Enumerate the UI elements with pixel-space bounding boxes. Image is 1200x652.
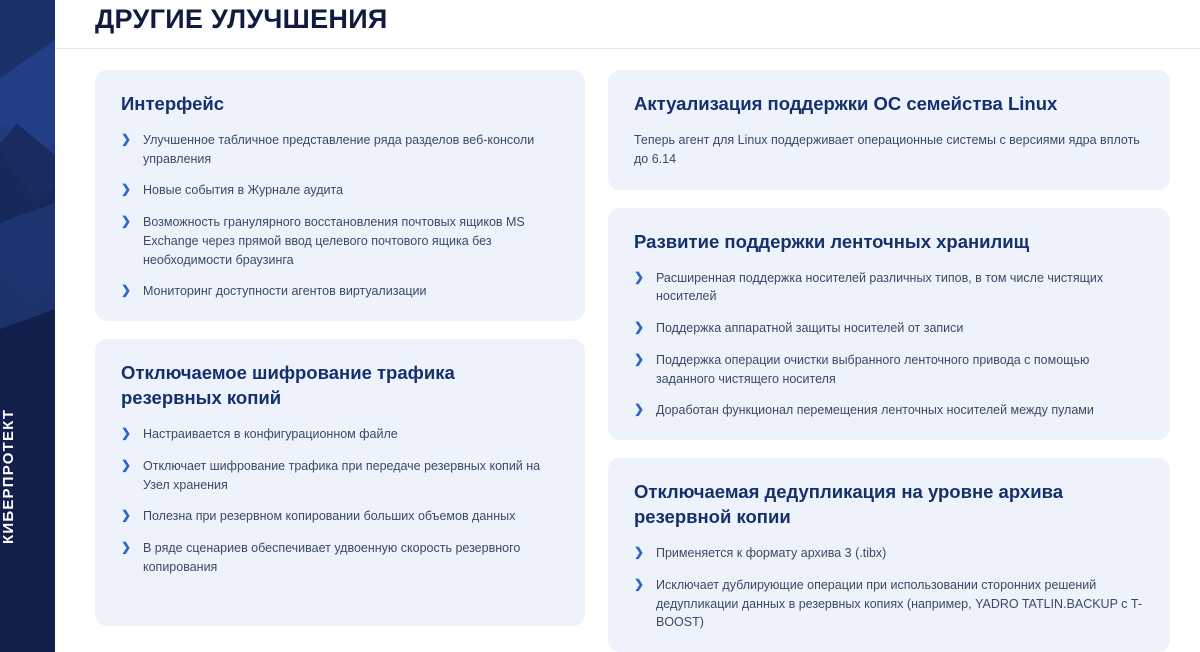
list-item-text: Исключает дублирующие операции при использовании сторонних решений дедупликации данных в резервных копиях (например, YADRO TATLIN.BACKUP с T-BOOST): [656, 577, 1142, 630]
list-item: [634, 319, 1144, 338]
list-item-text: Новые события в Журнале аудита: [143, 183, 344, 198]
chevron-right-icon: ❯: [634, 576, 645, 591]
list-item-text: Возможность гранулярного восстановления почтовых ящиков MS Exchange через прямой ввод целевого почтового ящика без необходимости браузинга: [143, 215, 525, 267]
list-item: [121, 457, 559, 495]
list-item: [121, 425, 559, 444]
right-column: [608, 70, 1170, 652]
left-decorative-band: [0, 0, 55, 652]
card-dedup-list: [634, 544, 1144, 632]
chevron-right-icon: ❯: [121, 214, 132, 229]
card-interface-title: Интерфейс: [121, 93, 225, 114]
list-item: [634, 401, 1144, 420]
slide-header: [55, 0, 1200, 49]
list-item: [634, 576, 1144, 632]
chevron-right-icon: ❯: [634, 269, 645, 284]
chevron-right-icon: ❯: [634, 402, 645, 417]
card-encryption-title: Отключаемое шифрование трафика резервных копий: [121, 362, 455, 409]
page-title: ДРУГИЕ УЛУЧШЕНИЯ: [95, 4, 388, 34]
card-dedup: [608, 458, 1170, 652]
list-item: [634, 269, 1144, 307]
list-item-text: Мониторинг доступности агентов виртуализации: [143, 284, 427, 299]
chevron-right-icon: ❯: [634, 351, 645, 366]
chevron-right-icon: ❯: [121, 283, 132, 298]
chevron-right-icon: ❯: [634, 320, 645, 335]
list-item: [634, 544, 1144, 563]
chevron-right-icon: ❯: [634, 545, 645, 560]
card-interface-list: [121, 131, 559, 301]
list-item-text: Улучшенное табличное представление ряда разделов веб-консоли управления: [143, 132, 535, 166]
chevron-right-icon: ❯: [121, 457, 132, 472]
card-interface: [95, 70, 585, 321]
card-linux-text: Теперь агент для Linux поддерживает операционные системы с версиями ядра вплоть до 6.14: [634, 132, 1140, 167]
list-item-text: Отключает шифрование трафика при передаче резервных копий на Узел хранения: [143, 458, 541, 492]
chevron-right-icon: ❯: [121, 508, 132, 523]
left-column: [95, 70, 585, 652]
chevron-right-icon: ❯: [121, 182, 132, 197]
chevron-right-icon: ❯: [121, 540, 132, 555]
card-encryption: [95, 339, 585, 626]
list-item-text: Применяется к формату архива 3 (.tibx): [656, 546, 887, 561]
brand-name: КИБЕРПРОТЕКТ: [0, 408, 17, 544]
list-item-text: Настраивается в конфигурационном файле: [143, 427, 398, 442]
card-encryption-list: [121, 425, 559, 577]
list-item-text: В ряде сценариев обеспечивает удвоенную скорость резервного копирования: [143, 541, 521, 574]
list-item-text: Поддержка операции очистки выбранного ленточного привода с помощью заданного чистящего носителя: [656, 352, 1090, 386]
list-item-text: Доработан функционал перемещения ленточных носителей между пулами: [656, 403, 1094, 418]
card-dedup-title: Отключаемая дедупликация на уровне архива резервной копии: [634, 481, 1063, 528]
card-tape-title: Развитие поддержки ленточных хранилищ: [634, 230, 1030, 252]
list-item: [121, 131, 559, 169]
chevron-right-icon: ❯: [121, 426, 132, 441]
list-item-text: Поддержка аппаратной защиты носителей от записи: [656, 321, 964, 336]
content-area: [95, 70, 1170, 652]
list-item: [121, 507, 559, 526]
band-shape-4: [0, 199, 55, 331]
list-item-text: Полезна при резервном копировании больших объемов данных: [143, 509, 516, 524]
list-item: [121, 181, 559, 200]
list-item: [634, 351, 1144, 389]
chevron-right-icon: ❯: [121, 131, 132, 146]
list-item: [121, 213, 559, 269]
card-tape: [608, 208, 1170, 440]
list-item: [121, 539, 559, 577]
list-item: [121, 282, 559, 301]
card-linux: [608, 70, 1170, 190]
card-tape-list: [634, 269, 1144, 421]
card-linux-title: Актуализация поддержки ОС семейства Linux: [634, 93, 1058, 114]
list-item-text: Расширенная поддержка носителей различных типов, в том числе чистящих носителей: [656, 270, 1104, 304]
